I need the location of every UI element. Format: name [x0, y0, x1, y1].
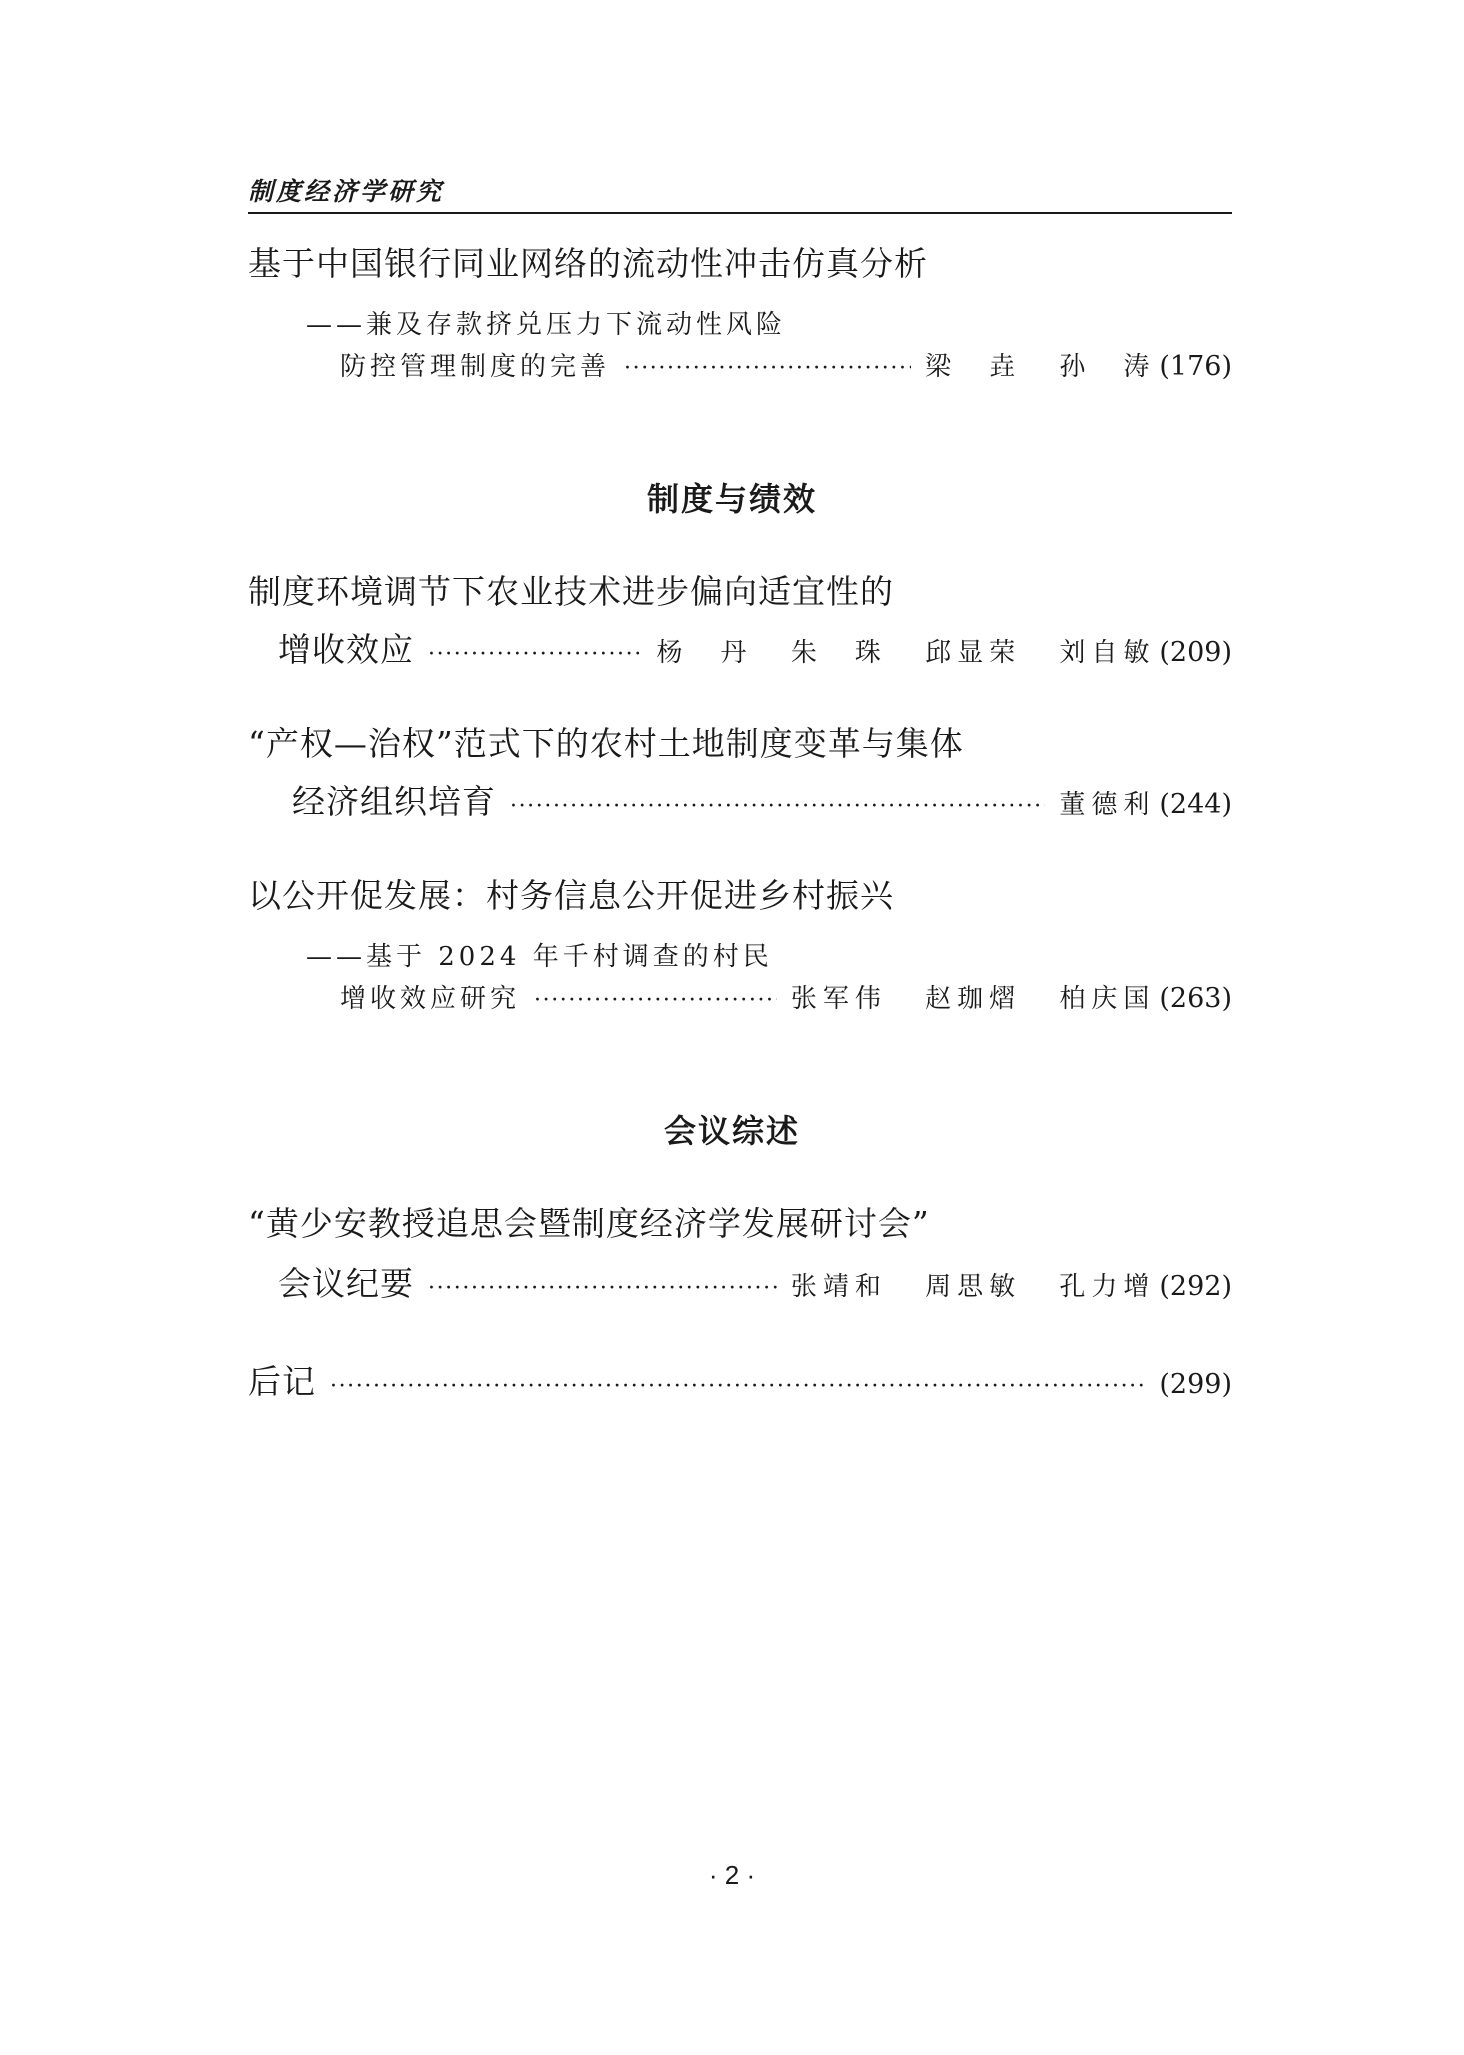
postscript-page: (299) [1159, 1369, 1232, 1400]
entry-5-toc-line [278, 1258, 1232, 1305]
author-name: 张军伟 [790, 984, 887, 1014]
entry-5-authors [791, 1266, 1156, 1303]
entry-2-authors [657, 632, 1156, 669]
dot-leader [534, 988, 777, 1013]
entry-2-title: 制度环境调节下农业技术进步偏向适宜性的 [248, 572, 894, 611]
entry-3-page: (244) [1159, 789, 1232, 820]
author-name: 柏庆国 [1059, 984, 1156, 1014]
entry-4-subtitle-end: 增收效应研究 [340, 984, 521, 1014]
author-name: 刘自敏 [1059, 638, 1156, 668]
entry-2-page: (209) [1159, 637, 1232, 668]
author-name: 孙 涛 [1059, 352, 1156, 382]
postscript-title: 后记 [248, 1362, 316, 1401]
entry-4-page: (263) [1159, 983, 1232, 1014]
dot-leader [428, 642, 643, 667]
author-name: 周思敏 [925, 1272, 1022, 1302]
author-name: 赵珈熠 [925, 984, 1022, 1014]
postscript-toc-line [248, 1356, 1232, 1403]
entry-2-title-end: 增收效应 [278, 630, 414, 669]
entry-1-subtitle: ——兼及存款挤兑压力下流动性风险 [306, 310, 787, 340]
entry-1-title: 基于中国银行同业网络的流动性冲击仿真分析 [248, 244, 928, 283]
entry-4-title: 以公开促发展：村务信息公开促进乡村振兴 [248, 876, 894, 915]
dot-leader [428, 1276, 777, 1301]
author-name: 孔力增 [1059, 1272, 1156, 1302]
dot-leader [510, 794, 1045, 819]
author-name: 董德利 [1059, 790, 1156, 820]
entry-5-title: “黄少安教授追思会暨制度经济学发展研讨会” [248, 1204, 930, 1243]
entry-3-authors [1059, 784, 1155, 821]
entry-2-toc-line [278, 624, 1232, 671]
section-heading-conference-review: 会议综述 [663, 1112, 800, 1150]
author-name: 梁 垚 [925, 352, 1022, 382]
entry-1-toc-line [340, 346, 1232, 383]
entry-4-authors [791, 978, 1156, 1015]
dot-leader [330, 1374, 1145, 1399]
entry-3-title-end: 经济组织培育 [292, 782, 496, 821]
entry-4-subtitle: ——基于 2024 年千村调查的村民 [306, 942, 773, 972]
header-rule [248, 212, 1232, 214]
running-head: 制度经济学研究 [248, 177, 445, 206]
entry-3-title: “产权—治权”范式下的农村土地制度变革与集体 [248, 724, 964, 763]
entry-1-authors [925, 346, 1155, 383]
page-number: · 2 · [708, 1860, 756, 1890]
section-heading-institutions-performance: 制度与绩效 [646, 480, 817, 518]
entry-5-page: (292) [1159, 1271, 1232, 1302]
entry-1-subtitle-end: 防控管理制度的完善 [340, 352, 611, 382]
author-name: 朱 珠 [790, 638, 887, 668]
dot-leader [624, 356, 911, 381]
entry-1-page: (176) [1159, 351, 1232, 382]
author-name: 张靖和 [790, 1272, 887, 1302]
author-name: 邱显荣 [925, 638, 1022, 668]
entry-5-title-end: 会议纪要 [278, 1264, 414, 1303]
entry-3-toc-line [292, 776, 1232, 823]
entry-4-toc-line [340, 978, 1232, 1015]
author-name: 杨 丹 [656, 638, 753, 668]
